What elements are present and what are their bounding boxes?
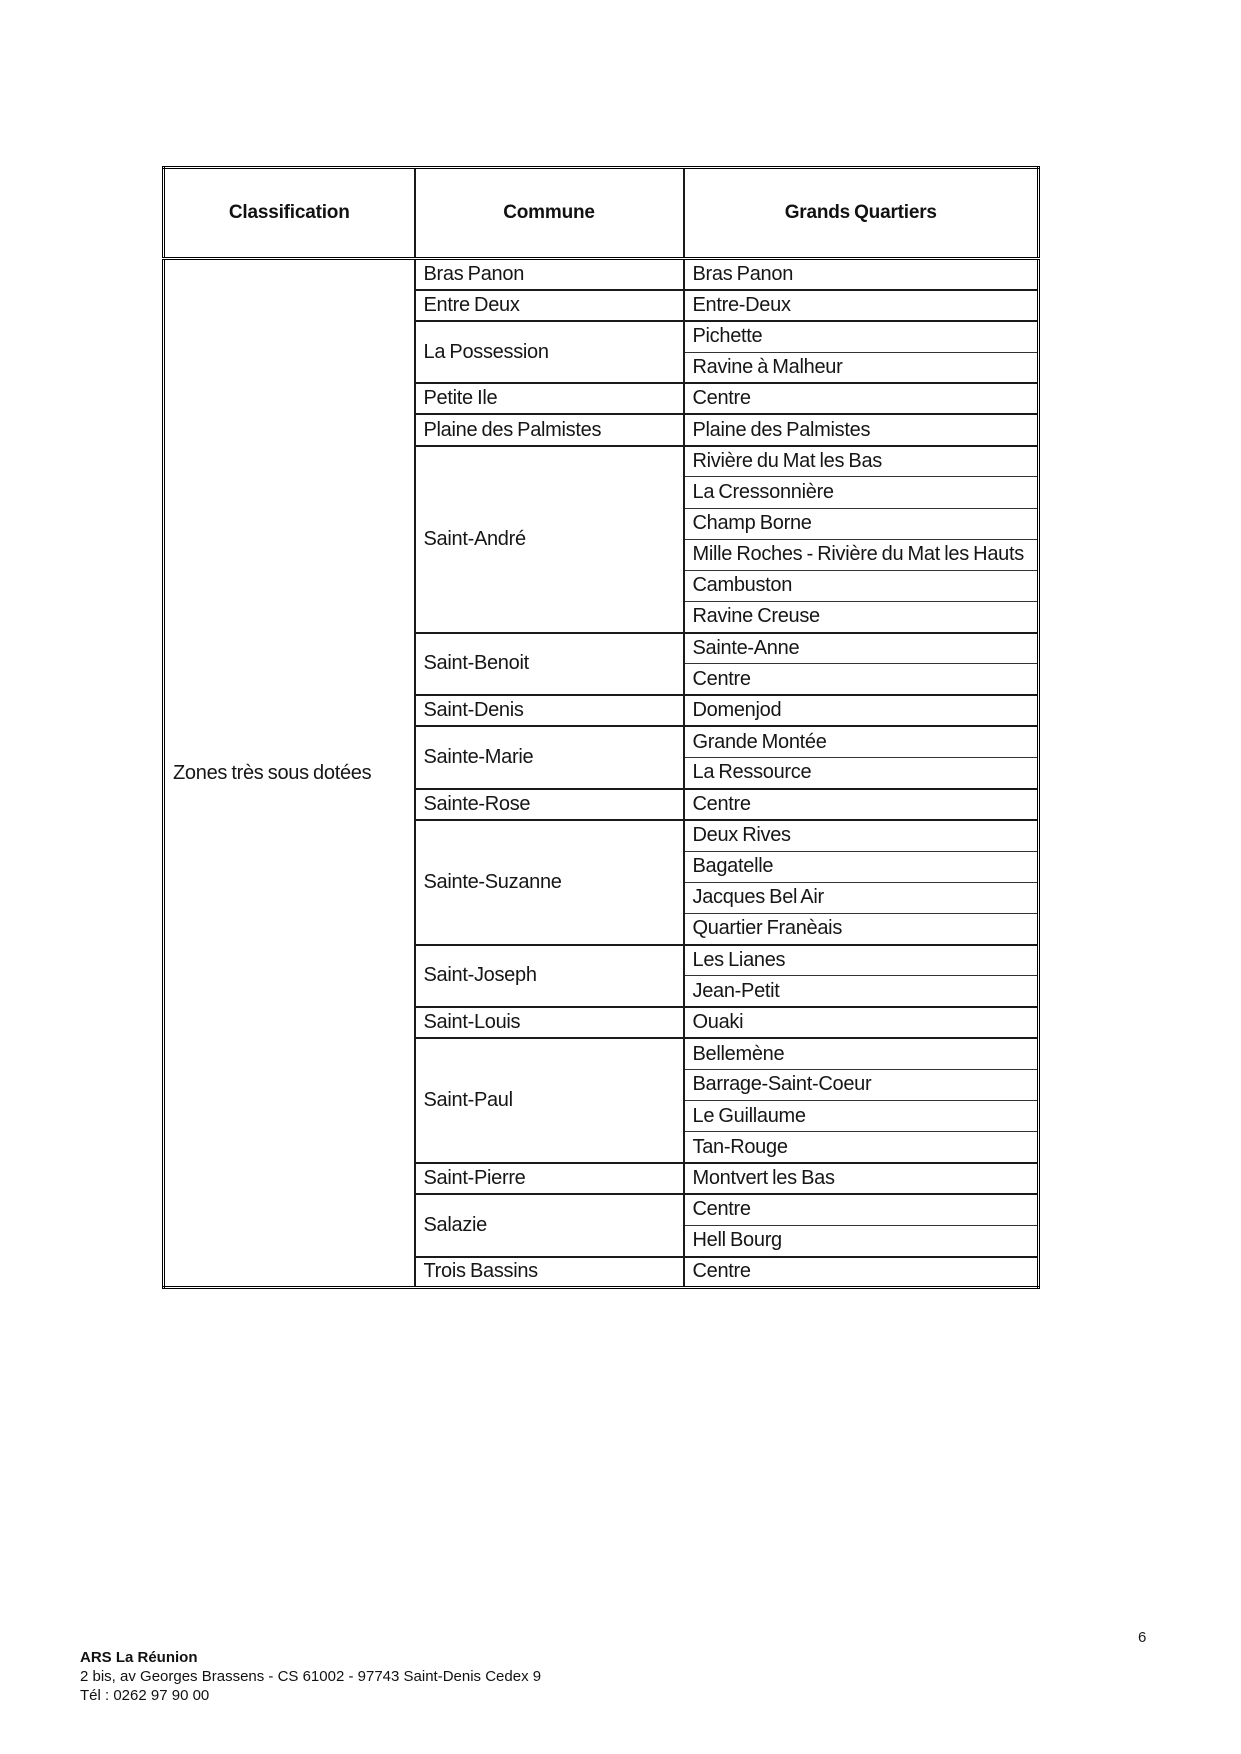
commune-cell: La Possession	[415, 321, 684, 383]
footer-phone: Tél : 0262 97 90 00	[80, 1687, 210, 1704]
commune-cell: Saint-Pierre	[415, 1163, 684, 1194]
commune-cell: Entre Deux	[415, 290, 684, 321]
quartier-cell: Bras Panon	[684, 259, 1039, 290]
quartier-cell: Le Guillaume	[684, 1101, 1039, 1132]
quartier-cell: Cambuston	[684, 570, 1039, 601]
quartier-cell: Barrage-Saint-Coeur	[684, 1069, 1039, 1100]
commune-cell: Salazie	[415, 1194, 684, 1256]
quartier-cell: Champ Borne	[684, 508, 1039, 539]
quartier-cell: Ouaki	[684, 1007, 1039, 1038]
quartier-cell: Entre-Deux	[684, 290, 1039, 321]
commune-cell: Petite Ile	[415, 383, 684, 414]
quartier-cell: Domenjod	[684, 695, 1039, 726]
table-body	[164, 259, 1039, 1288]
footer-address: 2 bis, av Georges Brassens - CS 61002 - 97743 Saint-Denis Cedex 9	[80, 1668, 542, 1685]
commune-cell: Saint-Denis	[415, 695, 684, 726]
quartier-cell: Bagatelle	[684, 851, 1039, 882]
commune-cell: Sainte-Rose	[415, 789, 684, 820]
commune-cell: Sainte-Marie	[415, 726, 684, 788]
commune-cell: Plaine des Palmistes	[415, 414, 684, 445]
header-grands-quartiers: Grands Quartiers	[684, 168, 1039, 259]
footer-org: ARS La Réunion	[80, 1649, 198, 1666]
table-row	[164, 259, 1039, 290]
page-number: 6	[1138, 1629, 1147, 1646]
quartier-cell: Mille Roches - Rivière du Mat les Hauts	[684, 539, 1039, 570]
commune-cell: Sainte-Suzanne	[415, 820, 684, 945]
commune-cell: Saint-Benoit	[415, 633, 684, 695]
quartier-cell: Plaine des Palmistes	[684, 414, 1039, 445]
quartier-cell: Montvert les Bas	[684, 1163, 1039, 1194]
commune-cell: Saint-Paul	[415, 1038, 684, 1163]
quartier-cell: Hell Bourg	[684, 1225, 1039, 1256]
quartier-cell: Tan-Rouge	[684, 1132, 1039, 1163]
quartier-cell: Quartier Franèais	[684, 913, 1039, 944]
quartier-cell: Centre	[684, 664, 1039, 695]
quartier-cell: Rivière du Mat les Bas	[684, 446, 1039, 477]
quartier-cell: Ravine à Malheur	[684, 352, 1039, 383]
table-header-row	[164, 168, 1039, 259]
quartier-cell: La Cressonnière	[684, 477, 1039, 508]
quartier-cell: Jean-Petit	[684, 976, 1039, 1007]
quartier-cell: Grande Montée	[684, 726, 1039, 757]
quartier-cell: Pichette	[684, 321, 1039, 352]
quartier-cell: La Ressource	[684, 758, 1039, 789]
classification-table	[162, 166, 1040, 1289]
quartier-cell: Deux Rives	[684, 820, 1039, 851]
quartier-cell: Bellemène	[684, 1038, 1039, 1069]
header-classification: Classification	[164, 168, 415, 259]
quartier-cell: Centre	[684, 1257, 1039, 1288]
classification-cell: Zones très sous dotées	[173, 761, 372, 784]
quartier-cell: Les Lianes	[684, 945, 1039, 976]
quartier-cell: Sainte-Anne	[684, 633, 1039, 664]
quartier-cell: Centre	[684, 383, 1039, 414]
quartier-cell: Centre	[684, 789, 1039, 820]
commune-cell: Saint-André	[415, 446, 684, 633]
quartier-cell: Jacques Bel Air	[684, 882, 1039, 913]
page-footer	[80, 1648, 541, 1705]
commune-cell: Saint-Joseph	[415, 945, 684, 1007]
zones-table-wrap	[162, 166, 1040, 1289]
quartier-cell: Ravine Creuse	[684, 602, 1039, 633]
quartier-cell: Centre	[684, 1194, 1039, 1225]
commune-cell: Saint-Louis	[415, 1007, 684, 1038]
header-commune: Commune	[415, 168, 684, 259]
commune-cell: Trois Bassins	[415, 1257, 684, 1288]
commune-cell: Bras Panon	[415, 259, 684, 290]
